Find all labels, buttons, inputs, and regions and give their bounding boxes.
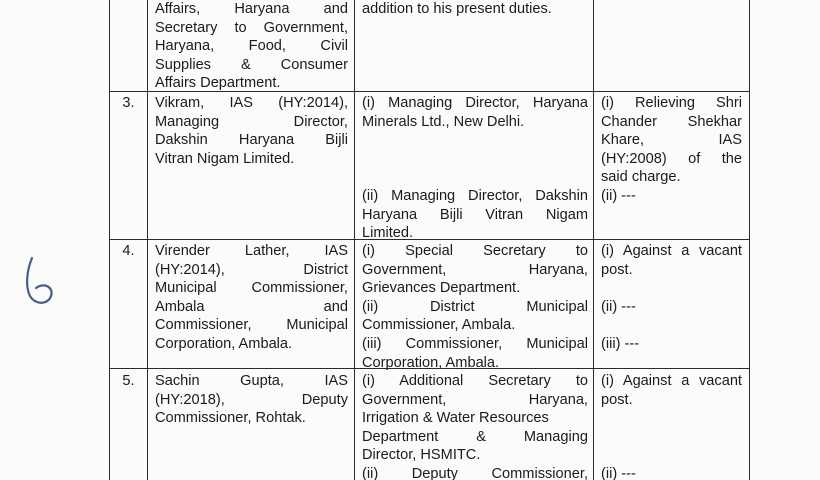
text-line: Commissioner, Rohtak. <box>155 410 306 427</box>
remarks-cell <box>601 298 742 317</box>
officer-cell <box>155 0 348 93</box>
text-line: (ii) District Municipal <box>362 298 588 315</box>
remarks-cell <box>601 187 742 206</box>
text-line: Affairs Department. <box>155 75 281 92</box>
text-line: Dakshin Haryana Bijli <box>155 132 348 149</box>
text-line: Supplies & Consumer <box>155 56 348 73</box>
serial-number: 5. <box>122 373 135 389</box>
text-line: (i) Against a vacant <box>601 373 742 389</box>
text-line: Vitran Nigam Limited. <box>155 150 295 167</box>
posting-cell <box>362 0 588 19</box>
text-line: (HY:2008) of the <box>601 150 742 167</box>
serial-number: 3. <box>122 95 135 111</box>
text-line: (iii) Commissioner, Municipal <box>362 335 588 352</box>
text-line: Limited. <box>362 225 414 242</box>
text-line: (i) Additional Secretary to <box>362 373 588 389</box>
remarks-cell <box>601 242 742 279</box>
text-line: Ambala and <box>155 298 348 315</box>
text-line: Vikram, IAS (HY:2014), <box>155 95 348 111</box>
text-line: Irrigation & Water Resources <box>362 410 549 427</box>
text-line: Grievances Department. <box>362 280 521 297</box>
text-line: (HY:2014), District <box>155 261 348 278</box>
text-line: (i) Managing Director, Haryana <box>362 95 588 111</box>
text-line: (ii) Deputy Commissioner, <box>362 465 588 480</box>
text-line: Commissioner, Municipal <box>155 317 348 334</box>
posting-cell <box>362 187 588 243</box>
text-line: Sachin Gupta, IAS <box>155 373 348 389</box>
text-line: Haryana Bijli Vitran Nigam <box>362 206 588 223</box>
handwritten-6-mark <box>18 252 62 312</box>
remarks-cell <box>601 465 742 480</box>
text-line: Affairs, Haryana and <box>155 1 348 17</box>
text-line: (ii) --- <box>601 299 636 315</box>
text-line: Khare, IAS <box>601 132 742 149</box>
text-line: (ii) Managing Director, Dakshin <box>362 188 588 204</box>
text-line: (i) Against a vacant <box>601 243 742 259</box>
posting-cell <box>362 372 588 480</box>
text-line: Virender Lather, IAS <box>155 243 348 259</box>
remarks-cell <box>601 335 742 354</box>
officer-cell <box>155 242 348 354</box>
text-line: Haryana, Food, Civil <box>155 38 348 55</box>
remarks-cell <box>601 94 742 187</box>
officer-cell <box>155 94 348 168</box>
text-line: Secretary to Government, <box>155 19 348 36</box>
text-line: Managing Director, <box>155 113 348 130</box>
text-line: post. <box>601 391 633 408</box>
text-line: Corporation, Ambala. <box>362 354 500 371</box>
text-line: Government, Haryana, <box>362 261 588 278</box>
text-line: (i) Special Secretary to <box>362 243 588 259</box>
posting-cell <box>362 94 588 131</box>
text-line: Minerals Ltd., New Delhi. <box>362 113 525 130</box>
text-line: (i) Relieving Shri <box>601 95 742 111</box>
text-line: addition to his present duties. <box>362 1 552 17</box>
text-line: post. <box>601 261 633 278</box>
posting-cell <box>362 242 588 372</box>
text-line: (ii) --- <box>601 188 636 204</box>
text-line: Commissioner, Ambala. <box>362 317 516 334</box>
remarks-cell <box>601 372 742 409</box>
text-line: Corporation, Ambala. <box>155 335 293 352</box>
text-line: Department & Managing <box>362 428 588 445</box>
text-line: (ii) --- <box>601 466 636 480</box>
text-line: Government, Haryana, <box>362 391 588 408</box>
text-line: Chander Shekhar <box>601 113 742 130</box>
text-line: said charge. <box>601 169 681 186</box>
text-line: (HY:2018), Deputy <box>155 391 348 408</box>
officer-cell <box>155 372 348 428</box>
serial-number: 4. <box>122 243 135 259</box>
text-line: Director, HSMITC. <box>362 447 481 464</box>
text-line: Municipal Commissioner, <box>155 280 348 297</box>
text-line: (iii) --- <box>601 336 640 352</box>
